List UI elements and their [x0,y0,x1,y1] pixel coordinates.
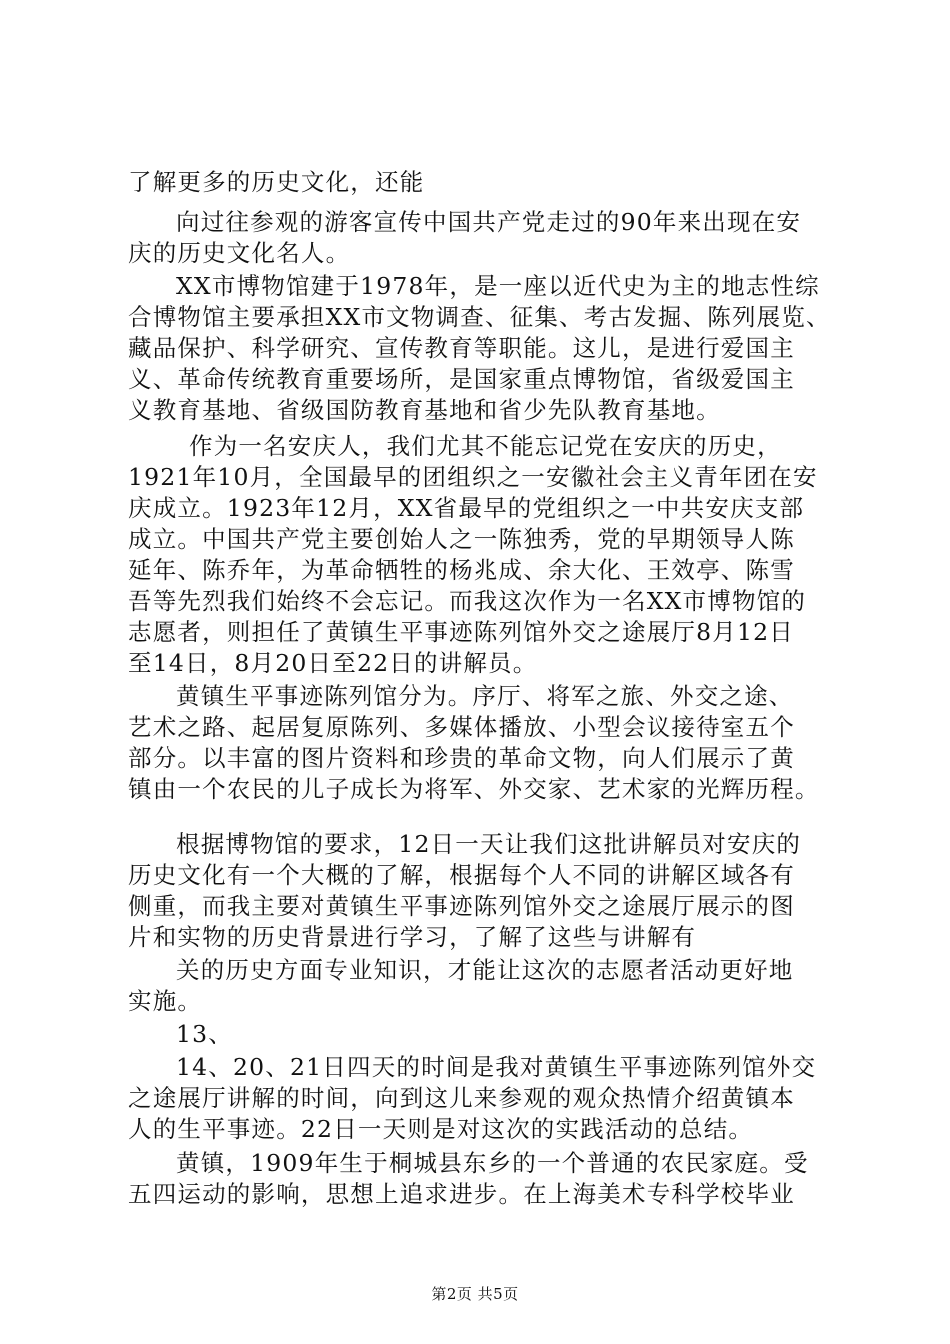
text-line: 部分。以丰富的图片资料和珍贵的革命文物，向人们展示了黄 [128,744,795,772]
text-line: 志愿者，则担任了黄镇生平事迹陈列馆外交之途展厅8月12日 [128,618,794,646]
text-line: 侧重，而我主要对黄镇生平事迹陈列馆外交之途展厅展示的图 [128,892,795,920]
text-line: 人的生平事迹。22日一天则是对这次的实践活动的总结。 [128,1115,754,1143]
text-line: 片和实物的历史背景进行学习，了解了这些与讲解有 [128,923,697,951]
text-line: 五四运动的影响，思想上追求进步。在上海美术专科学校毕业 [128,1180,795,1208]
text-line: 义教育基地、省级国防教育基地和省少先队教育基地。 [128,396,721,424]
text-line: 1921年10月，全国最早的团组织之一安徽社会主义青年团在安 [128,463,818,491]
text-line: 吾等先烈我们始终不会忘记。而我这次作为一名XX市博物馆的 [128,587,807,615]
text-line: 作为一名安庆人，我们尤其不能忘记党在安庆的历史， [189,432,782,460]
text-line: 关的历史方面专业知识，才能让这次的志愿者活动更好地 [176,956,794,984]
text-line: 镇由一个农民的儿子成长为将军、外交家、艺术家的光辉历程。 [128,775,820,803]
text-line: 实施。 [128,987,203,1015]
text-line: 14、20、21日四天的时间是我对黄镇生平事迹陈列馆外交 [176,1053,817,1081]
text-line: 合博物馆主要承担XX市文物调查、征集、考古发掘、陈列展览、 [128,303,831,331]
text-line: 成立。中国共产党主要创始人之一陈独秀，党的早期领导人陈 [128,525,795,553]
text-line: 至14日，8月20日至22日的讲解员。 [128,649,538,677]
text-line: 向过往参观的游客宣传中国共产党走过的90年来出现在安 [176,208,802,236]
text-line: 了解更多的历史文化，还能 [128,168,425,196]
text-line: 黄镇，1909年生于桐城县东乡的一个普通的农民家庭。受 [176,1149,809,1177]
text-line: 之途展厅讲解的时间，向到这儿来参观的观众热情介绍黄镇本 [128,1084,795,1112]
text-line: 黄镇生平事迹陈列馆分为。序厅、将军之旅、外交之途、 [176,682,794,710]
page-number-footer: 第2页 共5页 [431,1285,519,1303]
text-line: 庆成立。1923年12月，XX省最早的党组织之一中共安庆支部 [128,494,805,522]
text-line: 延年、陈乔年，为革命牺牲的杨兆成、余大化、王效亭、陈雪 [128,556,795,584]
text-line: 庆的历史文化名人。 [128,239,351,267]
text-line: 藏品保护、科学研究、宣传教育等职能。这儿，是进行爱国主 [128,334,795,362]
text-line: 根据博物馆的要求，12日一天让我们这批讲解员对安庆的 [176,830,802,858]
text-line: 艺术之路、起居复原陈列、多媒体播放、小型会议接待室五个 [128,713,795,741]
text-line: 历史文化有一个大概的了解，根据每个人不同的讲解区域各有 [128,861,795,889]
text-line: XX市博物馆建于1978年，是一座以近代史为主的地志性综 [176,272,820,300]
text-line: 义、革命传统教育重要场所，是国家重点博物馆，省级爱国主 [128,365,795,393]
text-line: 13、 [176,1020,234,1048]
